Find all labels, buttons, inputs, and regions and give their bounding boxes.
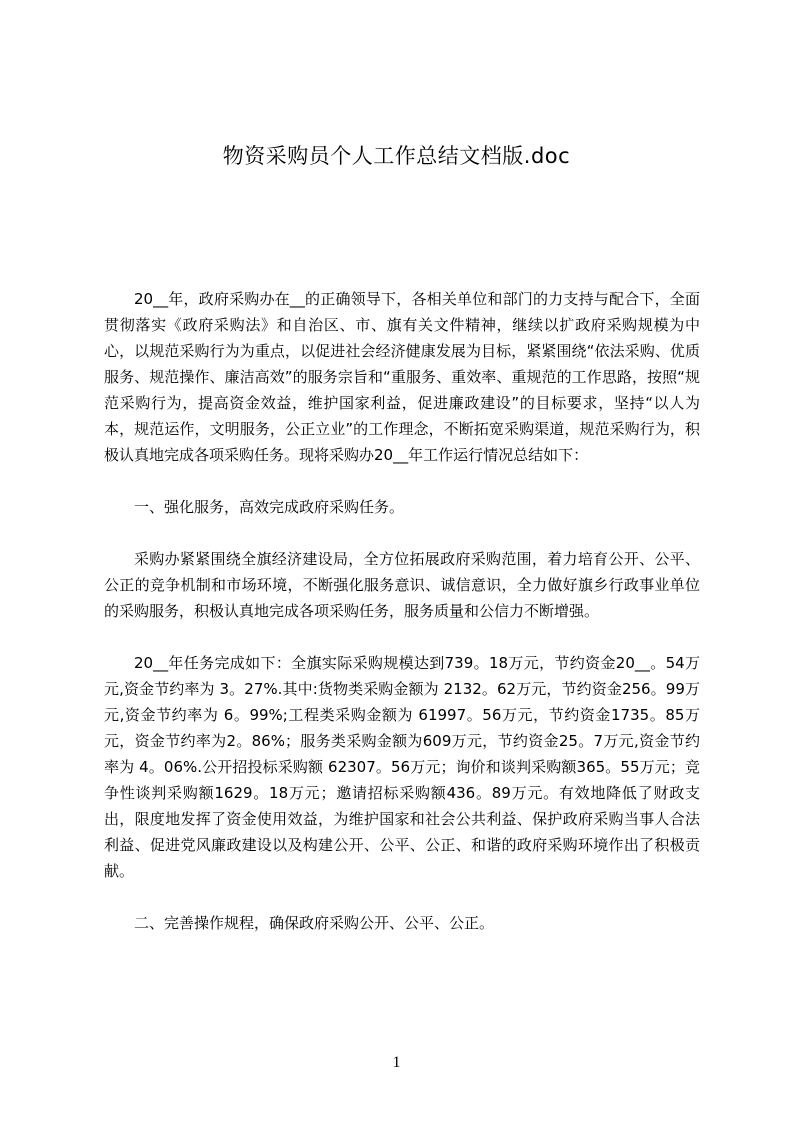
document-title: 物资采购员个人工作总结文档版.doc	[222, 144, 571, 168]
section-heading-2: 二、完善操作规程，确保政府采购公开、公平、公正。	[134, 914, 495, 932]
section-heading-1: 一、强化服务，高效完成政府采购任务。	[134, 498, 405, 516]
document-body	[104, 286, 700, 962]
paragraph-service: 采购办紧紧围绕全旗经济建设局，全方位拓展政府采购范围，着力培育公开、公平、公正的竞争机制和市场环境，不断强化服务意识、诚信意识，全力做好旗乡行政事业单位的采购服务，积极认真地完成各项采购任务，服务质量和公信力不断增强。	[104, 550, 700, 620]
paragraph-results: 20__年任务完成如下：全旗实际采购规模达到739。18万元，节约资金20__。54万元,资金节约率为 3。27%.其中:货物类采购金额为 2132。62万元，节约资金256。99万元,资金节约率为 6。99%;工程类采购金额为 61997。56万元，节约资金1735。85万元，资金节约率为2。86%；服务类采购金额为609万元，节约资金25。7万元,资金节约率为 4。06%.公开招投标采购额 62307。56万元；询价和谈判采购额365。55万元；竞争性谈判采购额1629。18万元；邀请招标采购额436。89万元。有效地降低了财政支出，限度地发挥了资金使用效益，为维护国家和社会公共利益、保护政府采购当事人合法利益、促进党风廉政建设以及构建公开、公平、公正、和谐的政府采购环境作出了积极贡献。	[104, 654, 700, 880]
page-number: 1	[392, 1054, 401, 1071]
paragraph-intro: 20__年，政府采购办在__的正确领导下，各相关单位和部门的力支持与配合下，全面贯彻落实《政府采购法》和自治区、市、旗有关文件精神，继续以扩政府采购规模为中心，以规范采购行为为重点，以促进社会经济健康发展为目标，紧紧围绕“依法采购、优质服务、规范操作、廉洁高效”的服务宗旨和“重服务、重效率、重规范的工作思路，按照“规范采购行为，提高资金效益，维护国家利益，促进廉政建设”的目标要求，坚持“以人为本，规范运作，文明服务，公正立业”的工作理念，不断拓宽采购渠道，规范采购行为，积极认真地完成各项采购任务。现将采购办20__年工作运行情况总结如下：	[104, 290, 700, 464]
